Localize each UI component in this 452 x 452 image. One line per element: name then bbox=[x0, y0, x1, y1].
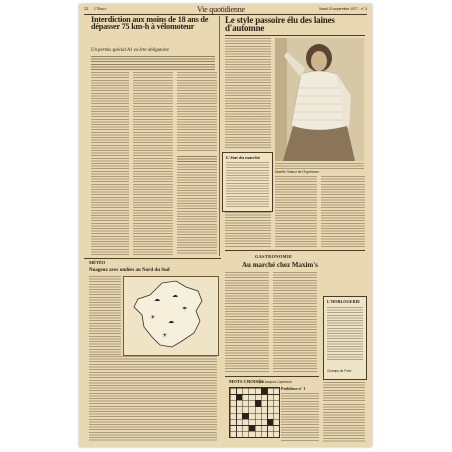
woman-knit-sweater-photo bbox=[275, 38, 364, 161]
crossword-grid bbox=[229, 387, 280, 438]
issue-date: Mardi 20 septembre 1977 - n° 3 bbox=[319, 7, 367, 12]
svg-text:☁: ☁ bbox=[154, 296, 160, 303]
meteo-top-rule bbox=[84, 258, 221, 259]
crossword-author: par Jacques Capelovici bbox=[259, 380, 292, 384]
meteo-label: MÉTÉO bbox=[89, 260, 106, 265]
svg-text:☀: ☀ bbox=[150, 314, 156, 321]
horlogerie-ad bbox=[323, 296, 367, 380]
svg-text:☁: ☁ bbox=[168, 318, 174, 325]
meteo-text bbox=[89, 276, 121, 356]
gastronomie-label: GASTRONOMIE bbox=[255, 254, 293, 259]
crossword-clues-1 bbox=[281, 393, 319, 441]
svg-text:☀: ☀ bbox=[162, 332, 168, 339]
newspaper-page bbox=[79, 4, 372, 447]
meteo-forecast-text bbox=[89, 356, 217, 370]
gastro-col-1 bbox=[225, 272, 269, 372]
gastro-top-rule bbox=[225, 250, 365, 251]
svg-text:☁: ☁ bbox=[172, 292, 178, 299]
crossword-label: MOTS CROISÉS bbox=[229, 379, 264, 384]
column-divider bbox=[219, 16, 220, 256]
paper-name: L'Alsace bbox=[94, 7, 107, 12]
photo-caption-lines bbox=[275, 163, 364, 169]
france-map-icon bbox=[124, 277, 218, 355]
market-box-text bbox=[226, 162, 269, 208]
fashion-photo bbox=[275, 38, 364, 161]
gastronomie-title: Au marché chez Maxim's bbox=[242, 261, 318, 269]
left-lede bbox=[91, 56, 215, 70]
gastro-col-2 bbox=[273, 272, 317, 372]
right-body-col-1 bbox=[225, 38, 271, 150]
crossword-top-rule bbox=[225, 376, 319, 377]
left-body-col-3b bbox=[177, 164, 217, 255]
left-subhead: Un permis spécial A1 va être obligatoire bbox=[91, 48, 169, 53]
meteo-title: Nuageux avec ondées au Nord du Sud bbox=[89, 268, 170, 273]
photo-caption: Modèle Filature de l'Espérance bbox=[275, 170, 319, 174]
ad-footer: Champs de Foire bbox=[327, 369, 352, 373]
left-subhead-small bbox=[177, 156, 217, 162]
right-body-col-1b bbox=[225, 212, 271, 248]
left-body-col-1 bbox=[91, 72, 129, 255]
left-body-col-3a bbox=[177, 72, 217, 152]
weather-map bbox=[123, 276, 219, 356]
crossword-clues-2 bbox=[323, 404, 365, 442]
market-box bbox=[222, 152, 273, 212]
crossword-problem: Problème n° 1 bbox=[281, 386, 306, 391]
svg-text:☂: ☂ bbox=[182, 306, 188, 313]
right-bottom-text bbox=[323, 382, 365, 402]
left-headline: Interdiction aux moins de 18 ans de dépasser 75 km-h à vélomoteur bbox=[91, 15, 209, 31]
ad-title: L'HORLOGERIE bbox=[327, 299, 361, 304]
right-body-col-3 bbox=[321, 176, 365, 248]
page-number: 22 bbox=[84, 6, 89, 11]
market-box-title: L'état du marché bbox=[226, 155, 260, 160]
meteo-city-table bbox=[89, 372, 217, 442]
right-body-col-2 bbox=[275, 176, 317, 248]
ad-text bbox=[327, 307, 363, 361]
right-headline-rule bbox=[225, 35, 365, 36]
section-title: Vie quotidienne bbox=[197, 5, 245, 14]
right-headline: Le style passoire élu des laines d'automne bbox=[225, 15, 335, 33]
left-body-col-2 bbox=[133, 72, 173, 255]
